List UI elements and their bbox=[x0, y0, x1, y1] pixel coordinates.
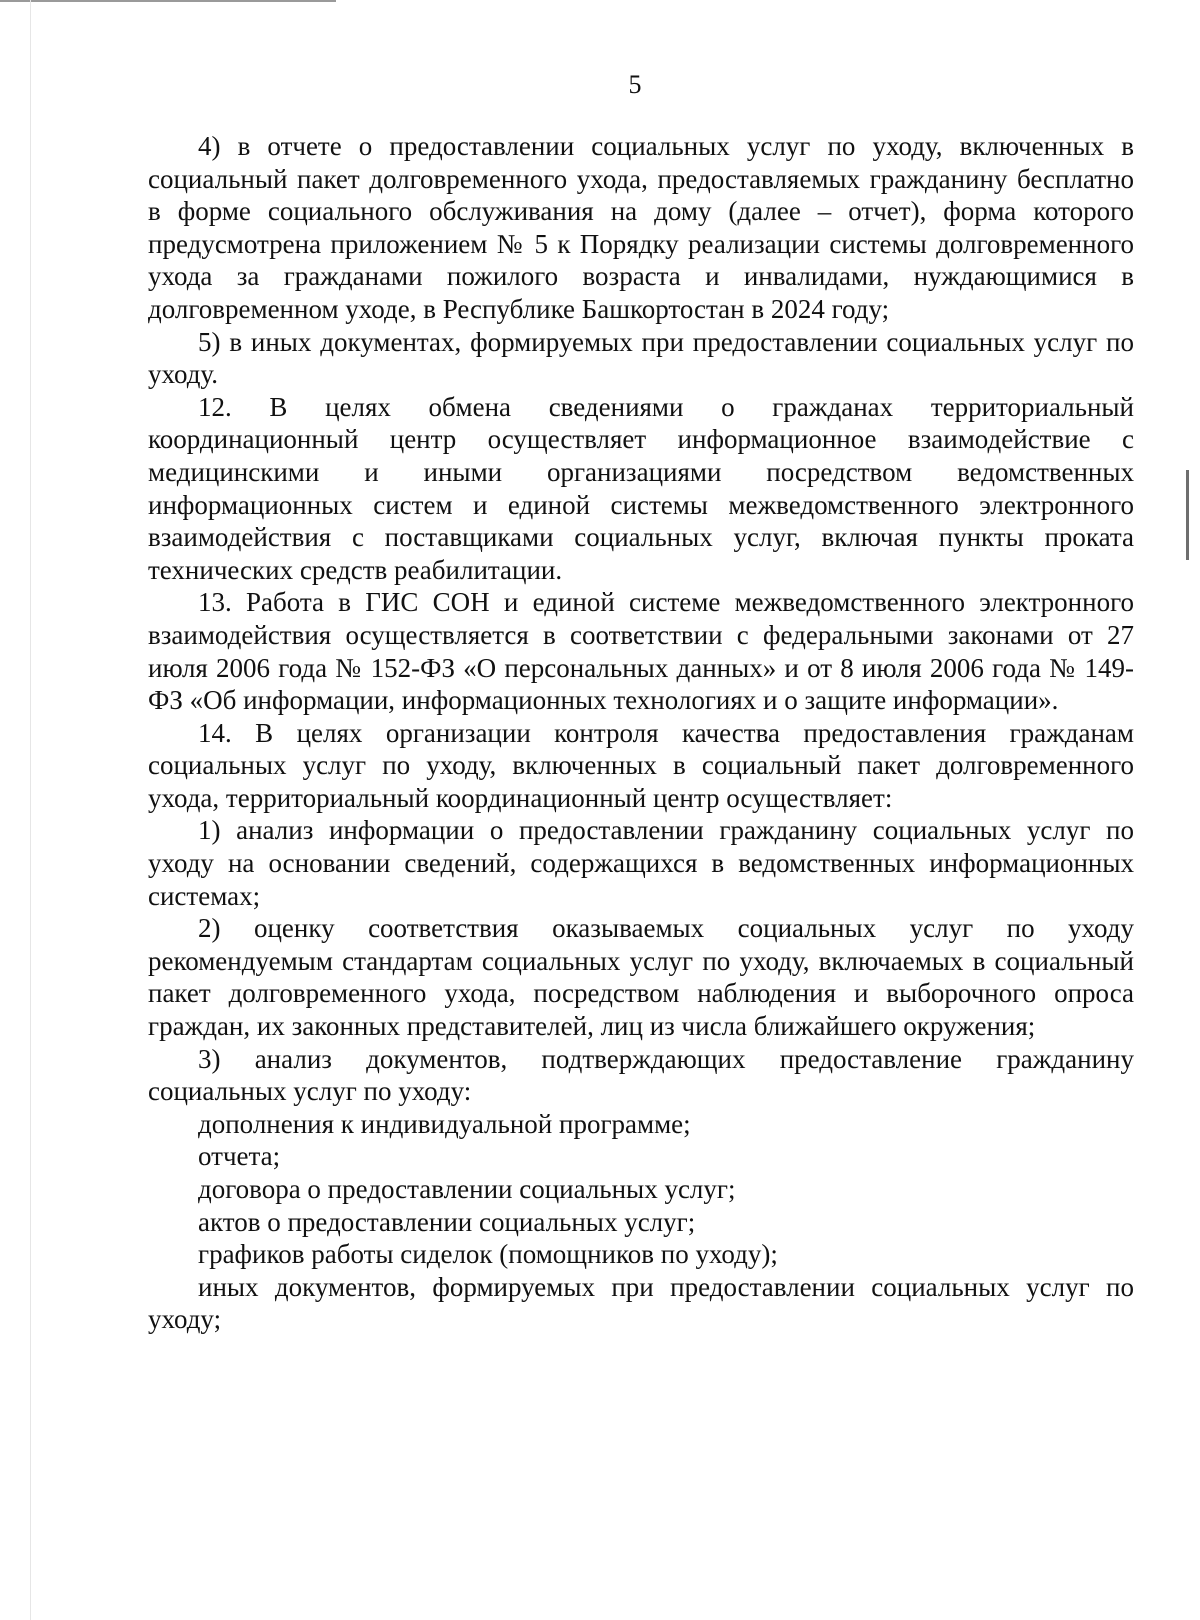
list-item: графиков работы сиделок (помощников по уходу); bbox=[198, 1239, 778, 1270]
list-item: актов о предоставлении социальных услуг; bbox=[198, 1206, 696, 1237]
scan-top-edge bbox=[0, 0, 336, 2]
paragraph-subitem-3: 3) анализ документов, подтверждающих предоставление гражданину социальных услуг по уходу: bbox=[148, 1043, 1134, 1107]
paragraph-final: иных документов, формируемых при предоставлении социальных услуг по уходу; bbox=[148, 1271, 1134, 1335]
list-item: договора о предоставлении социальных услуг; bbox=[198, 1174, 736, 1204]
paragraph-item-4: 4) в отчете о предоставлении социальных услуг по уходу, включенных в социальный пакет долговременного ухода, предоставляемых гражданину бесплатно в форме социального обслуживания на дому (далее – отчет), форма которого предусмотрена приложением № 5 к Порядку реализации системы долговременного ухода за гражданами пожилого возраста и инвалидами, нуждающимися в долговременном уходе, в Республике Башкортостан в 2024 году; bbox=[148, 131, 1134, 324]
list-item: дополнения к индивидуальной программе; bbox=[198, 1108, 691, 1139]
paragraph-item-5: 5) в иных документах, формируемых при предоставлении социальных услуг по уходу. bbox=[148, 326, 1134, 390]
paragraph-subitem-2: 2) оценку соответствия оказываемых социальных услуг по уходу рекомендуемым стандартам социальных услуг по уходу, включаемых в социальный пакет долговременного ухода, посредством наблюдения и выборочного опроса граждан, их законных представителей, лиц из числа ближайшего окружения; bbox=[148, 913, 1134, 1042]
paragraph-subitem-1: 1) анализ информации о предоставлении гражданину социальных услуг по уходу на основании сведений, содержащихся в ведомственных информационных системах; bbox=[148, 815, 1134, 911]
scan-left-edge bbox=[30, 0, 31, 1620]
paragraph-clause-14: 14. В целях организации контроля качества предоставления гражданам социальных услуг по уходу, включенных в социальный пакет долговременного ухода, территориальный координационный центр осуществляет: bbox=[148, 717, 1134, 813]
list-item: отчета; bbox=[198, 1141, 281, 1172]
paragraph-clause-12: 12. В целях обмена сведениями о гражданах территориальный координационный центр осуществляет информационное взаимодействие с медицинскими и иными организациями посредством ведомственных информационных систем и единой системы межведомственного электронного взаимодействия с поставщиками социальных услуг, включая пункты проката технических средств реабилитации. bbox=[148, 391, 1134, 585]
scan-right-edge-mark bbox=[1186, 470, 1189, 560]
paragraph-clause-13: 13. Работа в ГИС СОН и единой системе межведомственного электронного взаимодействия осуществляется в соответствии с федеральными законами от 27 июля 2006 года № 152-ФЗ «О персональных данных» и от 8 июля 2006 года № 149-ФЗ «Об информации, информационных технологиях и о защите информации». bbox=[148, 587, 1134, 716]
page-number: 5 bbox=[628, 70, 642, 99]
document-body bbox=[148, 130, 1134, 1336]
